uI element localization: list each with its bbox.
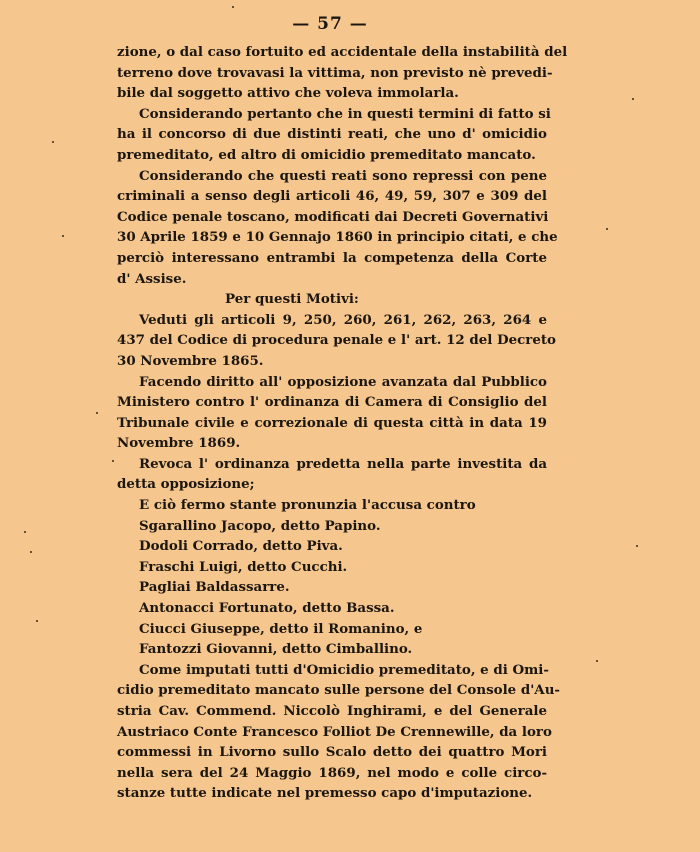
defendant-name: Ciucci Giuseppe, detto il Romanino, e xyxy=(139,620,423,637)
speck xyxy=(52,141,54,143)
defendant-name: Fraschi Luigi, detto Cucchi. xyxy=(139,558,348,575)
defendant-name: Sgarallino Jacopo, detto Papino. xyxy=(139,517,381,534)
text-line: detta opposizione; xyxy=(117,476,255,493)
text-line: perciò interessano entrambi la competenza della Corte xyxy=(117,249,547,266)
body-text xyxy=(117,42,568,804)
defendant-name: Fantozzi Giovanni, detto Cimballino. xyxy=(139,641,413,658)
text-line: premeditato, ed altro di omicidio premeditato mancato. xyxy=(117,146,536,163)
speck xyxy=(606,228,608,230)
speck xyxy=(30,551,32,553)
defendant-name: Pagliai Baldassarre. xyxy=(139,579,290,596)
text-line: Considerando che questi reati sono repressi con pene xyxy=(139,167,547,184)
defendant-name: Antonacci Fortunato, detto Bassa. xyxy=(139,600,395,617)
text-line: Ministero contro l' ordinanza di Camera di Consiglio del xyxy=(117,394,547,411)
text-line: commessi in Livorno sullo Scalo detto dei quattro Mori xyxy=(117,744,547,761)
section-heading: Per questi Motivi: xyxy=(225,291,359,308)
text-line: Tribunale civile e correzionale di questa città in data 19 xyxy=(117,414,547,431)
text-line: E ciò fermo stante pronunzia l'accusa contro xyxy=(139,497,476,514)
text-line: Considerando pertanto che in questi termini di fatto si xyxy=(139,105,551,122)
text-line: stria Cav. Commend. Niccolò Inghirami, e del Generale xyxy=(117,703,547,719)
speck xyxy=(24,531,26,533)
text-line: 437 del Codice di procedura penale e l' art. 12 del Decreto xyxy=(117,332,556,349)
text-line: cidio premeditato mancato sulle persone del Console d'Au- xyxy=(117,682,560,699)
text-line: criminali a senso degli articoli 46, 49, 59, 307 e 309 del xyxy=(117,188,547,205)
text-line: d' Assise. xyxy=(117,270,187,287)
text-line: Veduti gli articoli 9, 250, 260, 261, 262, 263, 264 e xyxy=(139,311,547,328)
speck xyxy=(62,235,64,237)
speck xyxy=(112,460,114,462)
text-line: nella sera del 24 Maggio 1869, nel modo e colle circo- xyxy=(117,764,547,781)
speck xyxy=(96,412,98,414)
text-line: Austriaco Conte Francesco Folliot De Crennewille, da loro xyxy=(117,723,552,740)
page-number: — 57 — xyxy=(292,14,368,34)
speck xyxy=(636,545,638,547)
text-line: stanze tutte indicate nel premesso capo d'imputazione. xyxy=(117,785,533,802)
text-line: zione, o dal caso fortuito ed accidentale della instabilità del xyxy=(117,44,568,60)
speck xyxy=(596,660,598,662)
text-line: terreno dove trovavasi la vittima, non previsto nè prevedi- xyxy=(117,64,553,81)
text-line: Facendo diritto all' opposizione avanzata dal Pubblico xyxy=(139,373,547,390)
text-line: bile dal soggetto attivo che voleva immolarla. xyxy=(117,85,459,102)
text-line: 30 Aprile 1859 e 10 Gennajo 1860 in principio citati, e che xyxy=(117,229,558,246)
speck xyxy=(232,6,234,8)
defendant-name: Dodoli Corrado, detto Piva. xyxy=(139,538,343,555)
text-line: Codice penale toscano, modificati dai Decreti Governativi xyxy=(117,208,549,225)
text-line: 30 Novembre 1865. xyxy=(117,352,264,369)
speck xyxy=(632,98,634,100)
text-line: Come imputati tutti d'Omicidio premeditato, e di Omi- xyxy=(139,661,549,678)
text-line: Revoca l' ordinanza predetta nella parte investita da xyxy=(139,455,547,472)
text-line: Novembre 1869. xyxy=(117,435,241,452)
speck xyxy=(36,620,38,622)
text-line: ha il concorso di due distinti reati, che uno d' omicidio xyxy=(117,126,547,143)
